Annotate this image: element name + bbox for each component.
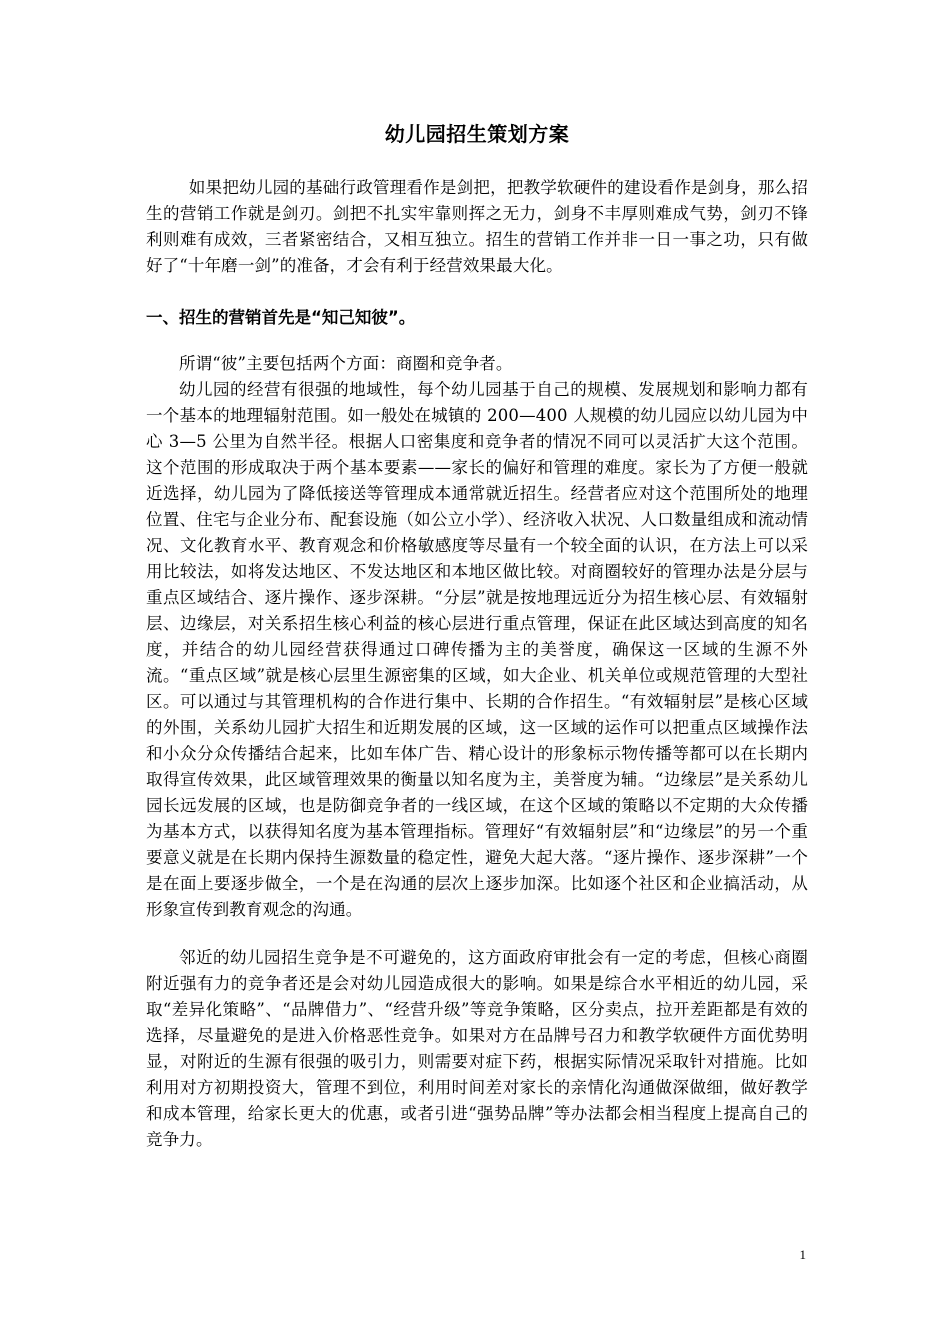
document-title: 幼儿园招生策划方案 [384, 122, 570, 146]
paragraph-competitors: 邻近的幼儿园招生竞争是不可避免的，这方面政府审批会有一定的考虑，但核心商圈附近强有力的竞争者还是会对幼儿园造成很大的影响。如果是综合水平相近的幼儿园，采取“差异化策略”、“品牌借力”、“经营升级”等竞争策略，区分卖点，拉开差距都是有效的选择，尽量避免的是进入价格恶性竞争。如果对方在品牌号召力和教学软硬件方面优势明显，对附近的生源有很强的吸引力，则需要对症下药，根据实际情况采取针对措施。比如利用对方初期投资大，管理不到位，利用时间差对家长的亲情化沟通做深做细，做好教学和成本管理，给家长更大的优惠，或者引进“强势品牌”等办法都会相当程度上提高自己的竞争力。 [146, 948, 808, 1149]
paragraph-trade-area: 幼儿园的经营有很强的地域性，每个幼儿园基于自己的规模、发展规划和影响力都有一个基本的地理辐射范围。如一般处在城镇的 200—400 人规模的幼儿园应以幼儿园为中心 3—5 公里为自然半径。根据人口密集度和竞争者的情况不同可以灵活扩大这个范围。这个范围的形成取决于两个基本要素——家长的偏好和管理的难度。家长为了方便一般就近选择，幼儿园为了降低接送等管理成本通常就近招生。经营者应对这个范围所处的地理位置、住宅与企业分布、配套设施（如公立小学）、经济收入状况、人口数量组成和流动情况、文化教育水平、教育观念和价格敏感度等尽量有一个较全面的认识，在方法上可以采用比较法，如将发达地区、不发达地区和本地区做比较。对商圈较好的管理办法是分层与重点区域结合、逐片操作、逐步深耕。“分层”就是按地理远近分为招生核心层、有效辐射层、边缘层，对关系招生核心利益的核心层进行重点管理，保证在此区域达到高度的知名度，并结合的幼儿园经营获得通过口碑传播为主的美誉度，确保这一区域的生源不外流。“重点区域”就是核心层里生源密集的区域，如大企业、机关单位或规范管理的大型社区。可以通过与其管理机构的合作进行集中、长期的合作招生。“有效辐射层”是核心区域的外围，关系幼儿园扩大招生和近期发展的区域，这一区域的运作可以把重点区域操作法和小众分众传播结合起来，比如车体广告、精心设计的形象标示物传播等都可以在长期内取得宣传效果，此区域管理效果的衡量以知名度为主，美誉度为辅。“边缘层”是关系幼儿园长远发展的区域，也是防御竞争者的一线区域，在这个区域的策略以不定期的大众传播为基本方式，以获得知名度为基本管理指标。管理好“有效辐射层”和“边缘层”的另一个重要意义就是在长期内保持生源数量的稳定性，避免大起大落。“逐片操作、逐步深耕”一个是在面上要逐步做全，一个是在沟通的层次上逐步加深。比如逐个社区和企业搞活动，从形象宣传到教育观念的沟通。 [146, 380, 808, 919]
intro-paragraph: 如果把幼儿园的基础行政管理看作是剑把，把教学软硬件的建设看作是剑身，那么招生的营销工作就是剑刃。剑把不扎实牢靠则挥之无力，剑身不丰厚则难成气势，剑刃不锋利则难有成效，三者紧密结合，又相互独立。招生的营销工作并非一日一事之功，只有做好了“十年磨一剑”的准备，才会有利于经营效果最大化。 [146, 178, 808, 275]
section-heading: 一、招生的营销首先是“知己知彼”。 [146, 308, 416, 327]
document-body [146, 118, 808, 1153]
page-number: 1 [799, 1247, 806, 1262]
paragraph-gap [146, 923, 808, 945]
paragraph-definition: 所谓“彼”主要包括两个方面：商圈和竞争者。 [179, 354, 513, 373]
